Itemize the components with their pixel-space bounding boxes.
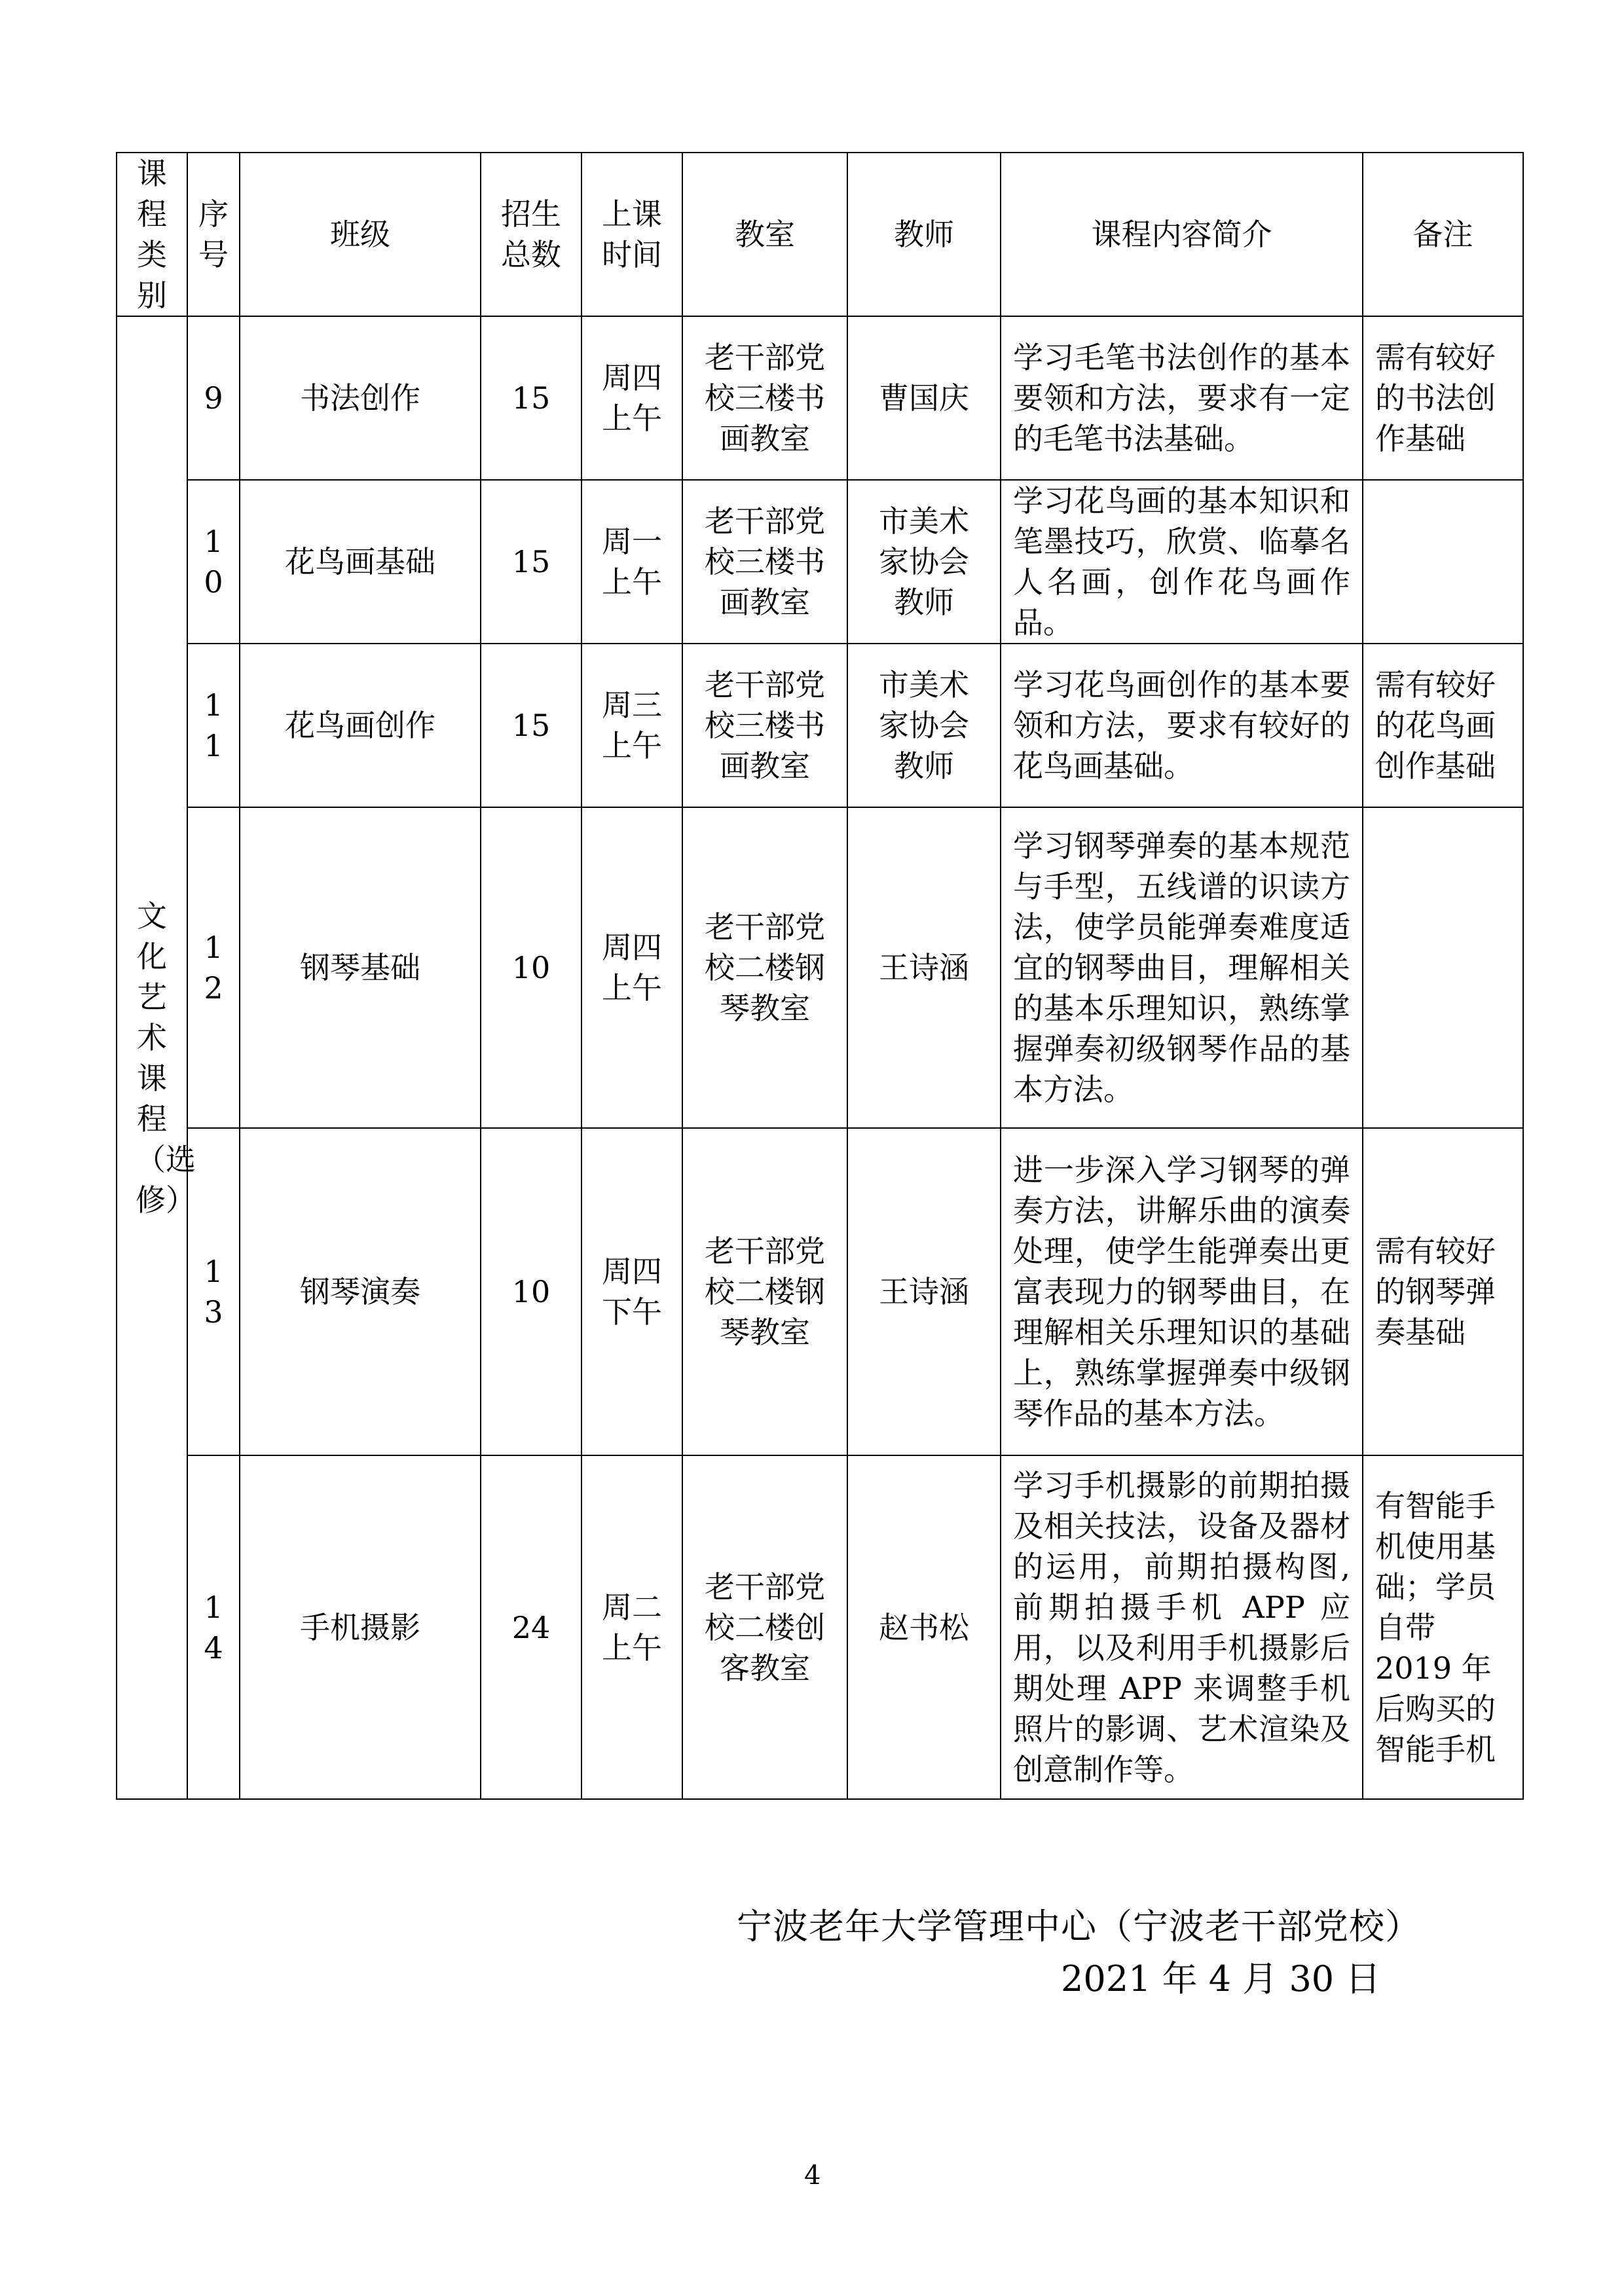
room-cell: 老干部党校二楼钢琴教室 xyxy=(682,1128,847,1455)
footer-date: 2021 年 4 月 30 日 xyxy=(1061,1958,1381,1999)
desc-cell: 学习花鸟画创作的基本要领和方法，要求有较好的花鸟画基础。 xyxy=(1001,644,1363,807)
enroll-cell: 15 xyxy=(481,316,581,480)
enroll-cell: 10 xyxy=(481,807,581,1128)
header-time: 上课时间 xyxy=(581,153,682,316)
teacher-cell: 王诗涵 xyxy=(847,1128,1001,1455)
category-cell: 文化艺术课程（选修） xyxy=(117,316,187,1799)
class-cell: 书法创作 xyxy=(240,316,481,480)
remark-cell: 需有较好的花鸟画创作基础 xyxy=(1363,644,1523,807)
remark-cell xyxy=(1363,807,1523,1128)
enroll-cell: 15 xyxy=(481,480,581,644)
class-cell: 钢琴基础 xyxy=(240,807,481,1128)
header-desc: 课程内容简介 xyxy=(1001,153,1363,316)
seq-cell: 14 xyxy=(187,1455,240,1799)
page-number: 4 xyxy=(804,2160,821,2191)
enroll-cell: 15 xyxy=(481,644,581,807)
class-cell: 花鸟画创作 xyxy=(240,644,481,807)
time-cell: 周四下午 xyxy=(581,1128,682,1455)
table-row xyxy=(117,480,1523,644)
header-teacher: 教师 xyxy=(847,153,1001,316)
remark-cell: 需有较好的钢琴弹奏基础 xyxy=(1363,1128,1523,1455)
class-cell: 钢琴演奏 xyxy=(240,1128,481,1455)
header-seq: 序号 xyxy=(187,153,240,316)
header-room: 教室 xyxy=(682,153,847,316)
table-row xyxy=(117,316,1523,480)
course-table xyxy=(116,152,1524,1800)
table-row xyxy=(117,807,1523,1128)
header-category: 课程类别 xyxy=(117,153,187,316)
remark-cell xyxy=(1363,480,1523,644)
room-cell: 老干部党校三楼书画教室 xyxy=(682,316,847,480)
desc-cell: 学习手机摄影的前期拍摄及相关技法，设备及器材的运用，前期拍摄构图,前期拍摄手机 APP 应用，以及利用手机摄影后期处理 APP 来调整手机照片的影调、艺术渲染及创意制作等。 xyxy=(1001,1455,1363,1799)
class-cell: 手机摄影 xyxy=(240,1455,481,1799)
seq-cell: 10 xyxy=(187,480,240,644)
remark-cell: 有智能手机使用基础；学员自带 2019 年后购买的智能手机 xyxy=(1363,1455,1523,1799)
time-cell: 周四上午 xyxy=(581,807,682,1128)
teacher-cell: 赵书松 xyxy=(847,1455,1001,1799)
time-cell: 周一上午 xyxy=(581,480,682,644)
teacher-cell: 市美术家协会教师 xyxy=(847,644,1001,807)
header-class: 班级 xyxy=(240,153,481,316)
room-cell: 老干部党校二楼创客教室 xyxy=(682,1455,847,1799)
enroll-cell: 10 xyxy=(481,1128,581,1455)
room-cell: 老干部党校三楼书画教室 xyxy=(682,480,847,644)
room-cell: 老干部党校二楼钢琴教室 xyxy=(682,807,847,1128)
desc-cell: 进一步深入学习钢琴的弹奏方法，讲解乐曲的演奏处理，使学生能弹奏出更富表现力的钢琴曲目，在理解相关乐理知识的基础上，熟练掌握弹奏中级钢琴作品的基本方法。 xyxy=(1001,1128,1363,1455)
remark-cell: 需有较好的书法创作基础 xyxy=(1363,316,1523,480)
header-row xyxy=(117,153,1523,316)
table-row xyxy=(117,1128,1523,1455)
class-cell: 花鸟画基础 xyxy=(240,480,481,644)
teacher-cell: 王诗涵 xyxy=(847,807,1001,1128)
desc-cell: 学习钢琴弹奏的基本规范与手型，五线谱的识读方法，使学员能弹奏难度适宜的钢琴曲目，理解相关的基本乐理知识，熟练掌握弹奏初级钢琴作品的基本方法。 xyxy=(1001,807,1363,1128)
desc-cell: 学习花鸟画的基本知识和笔墨技巧，欣赏、临摹名人名画，创作花鸟画作品。 xyxy=(1001,480,1363,644)
time-cell: 周二上午 xyxy=(581,1455,682,1799)
room-cell: 老干部党校三楼书画教室 xyxy=(682,644,847,807)
seq-cell: 9 xyxy=(187,316,240,480)
header-enroll: 招生总数 xyxy=(481,153,581,316)
header-remark: 备注 xyxy=(1363,153,1523,316)
seq-cell: 13 xyxy=(187,1128,240,1455)
teacher-cell: 市美术家协会教师 xyxy=(847,480,1001,644)
table-row xyxy=(117,644,1523,807)
seq-cell: 12 xyxy=(187,807,240,1128)
enroll-cell: 24 xyxy=(481,1455,581,1799)
table-row xyxy=(117,1455,1523,1799)
seq-cell: 11 xyxy=(187,644,240,807)
teacher-cell: 曹国庆 xyxy=(847,316,1001,480)
desc-cell: 学习毛笔书法创作的基本要领和方法，要求有一定的毛笔书法基础。 xyxy=(1001,316,1363,480)
footer-organization: 宁波老年大学管理中心（宁波老干部党校） xyxy=(737,1906,1421,1947)
time-cell: 周三上午 xyxy=(581,644,682,807)
time-cell: 周四上午 xyxy=(581,316,682,480)
